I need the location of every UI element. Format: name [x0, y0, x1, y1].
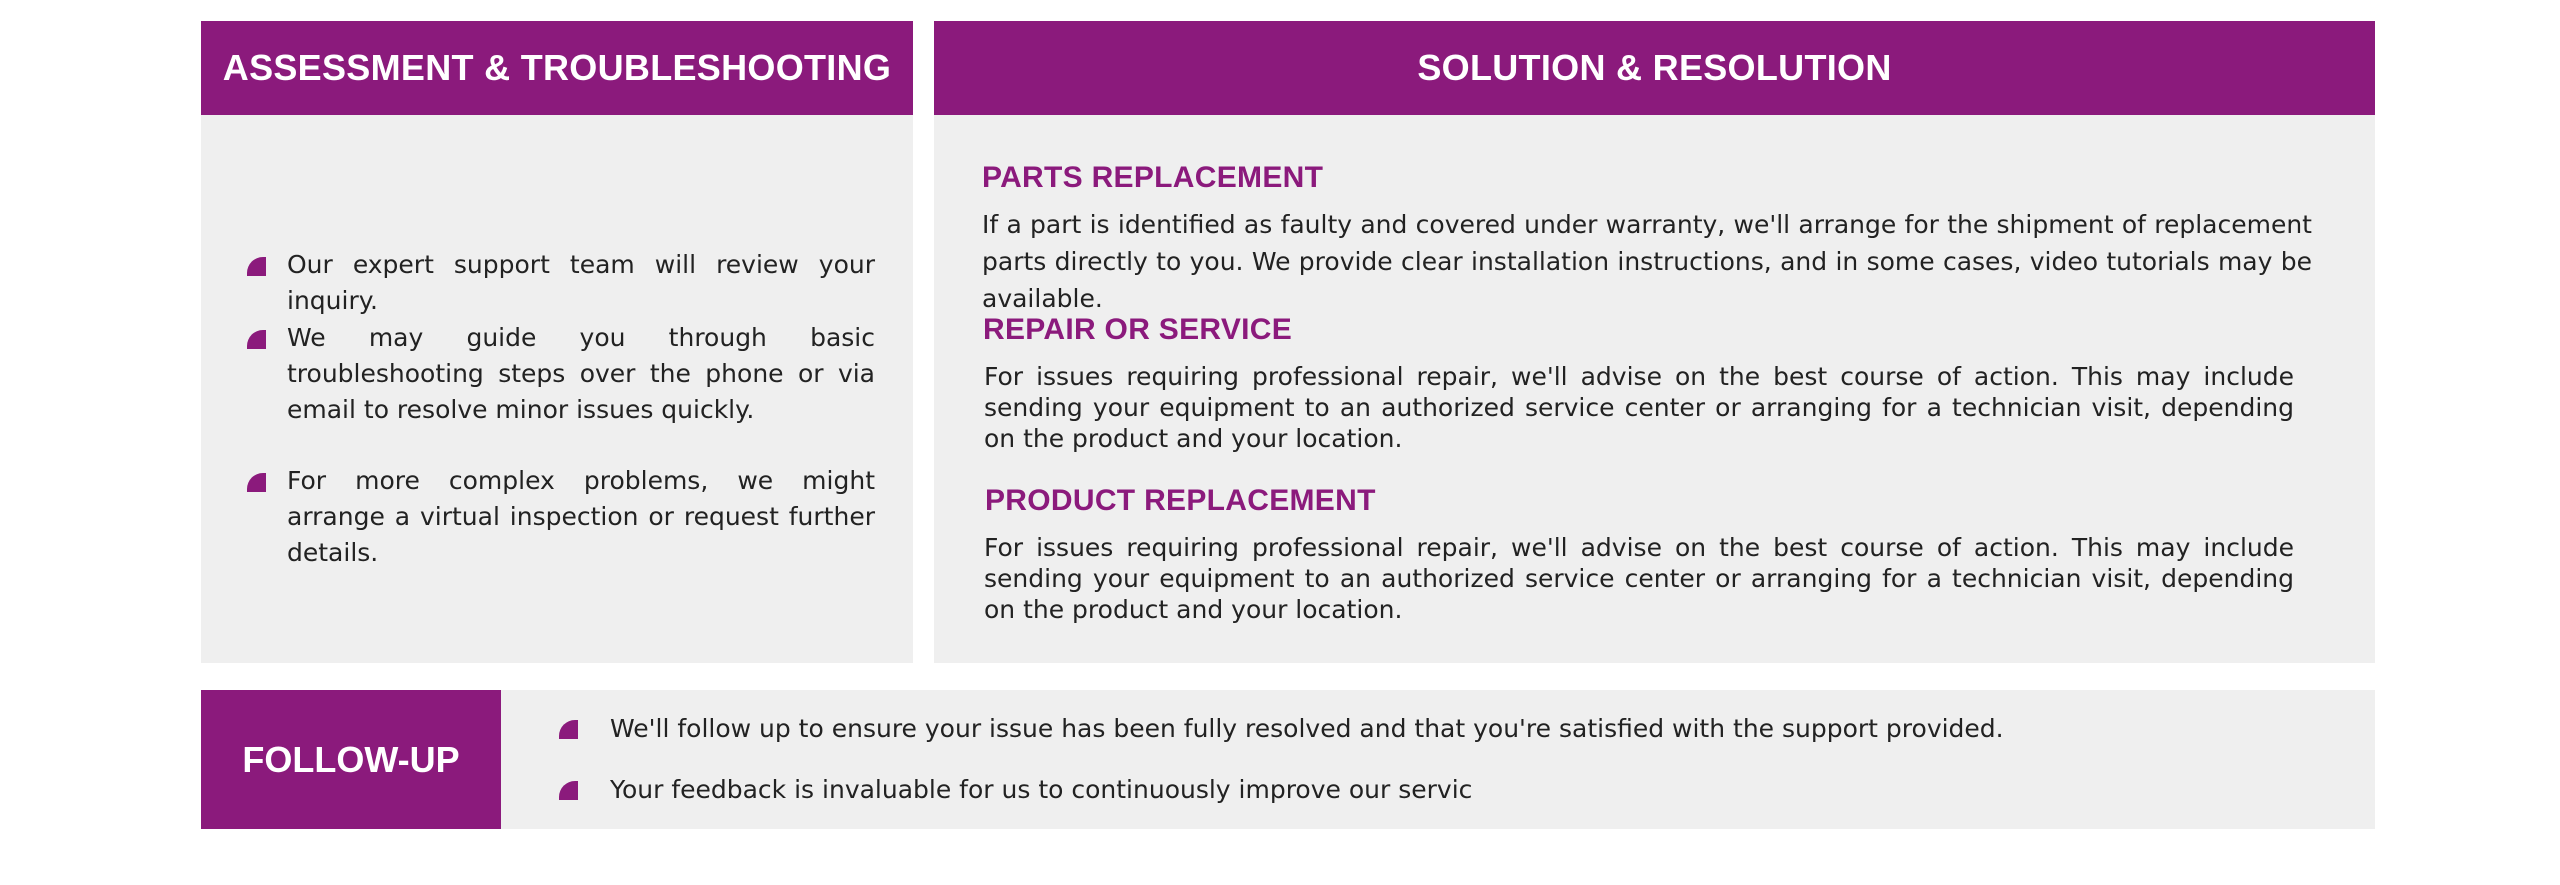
assessment-header: ASSESSMENT & TROUBLESHOOTING — [201, 21, 913, 115]
bullet-icon — [559, 720, 578, 739]
bullet-icon — [247, 257, 266, 276]
parts-replacement-heading: PARTS REPLACEMENT — [982, 161, 1324, 194]
parts-replacement-body: If a part is identified as faulty and covered under warranty, we'll arrange for the shipment of replacement parts directly to you. We provide clear installation instructions, and in some cases, video tutorials may be available. — [982, 210, 2312, 313]
assessment-item: Our expert support team will review your inquiry. — [287, 250, 875, 315]
followup-item: Your feedback is invaluable for us to continuously improve our servic — [610, 775, 1473, 804]
followup-title: FOLLOW-UP — [201, 690, 501, 829]
assessment-item: We may guide you through basic troubleshooting steps over the phone or via email to resolve minor issues quickly. — [287, 323, 875, 424]
repair-or-service-body: For issues requiring professional repair, we'll advise on the best course of action. This may include sending your equipment to an authorized service center or arranging for a technician visit, depending on the product and your location. — [984, 362, 2294, 453]
assessment-panel — [201, 21, 913, 663]
repair-or-service-heading: REPAIR OR SERVICE — [983, 313, 1293, 346]
followup-item: We'll follow up to ensure your issue has been fully resolved and that you're satisfied with the support provided. — [610, 714, 2004, 743]
bullet-icon — [247, 473, 266, 492]
product-replacement-body: For issues requiring professional repair, we'll advise on the best course of action. This may include sending your equipment to an authorized service center or arranging for a technician visit, depending on the product and your location. — [984, 533, 2294, 624]
product-replacement-heading: PRODUCT REPLACEMENT — [985, 484, 1376, 517]
followup-panel — [201, 690, 2375, 829]
assessment-item: For more complex problems, we might arrange a virtual inspection or request further details. — [287, 466, 875, 567]
bullet-icon — [559, 781, 578, 800]
solution-header: SOLUTION & RESOLUTION — [934, 21, 2375, 115]
solution-panel — [934, 21, 2375, 663]
bullet-icon — [247, 330, 266, 349]
